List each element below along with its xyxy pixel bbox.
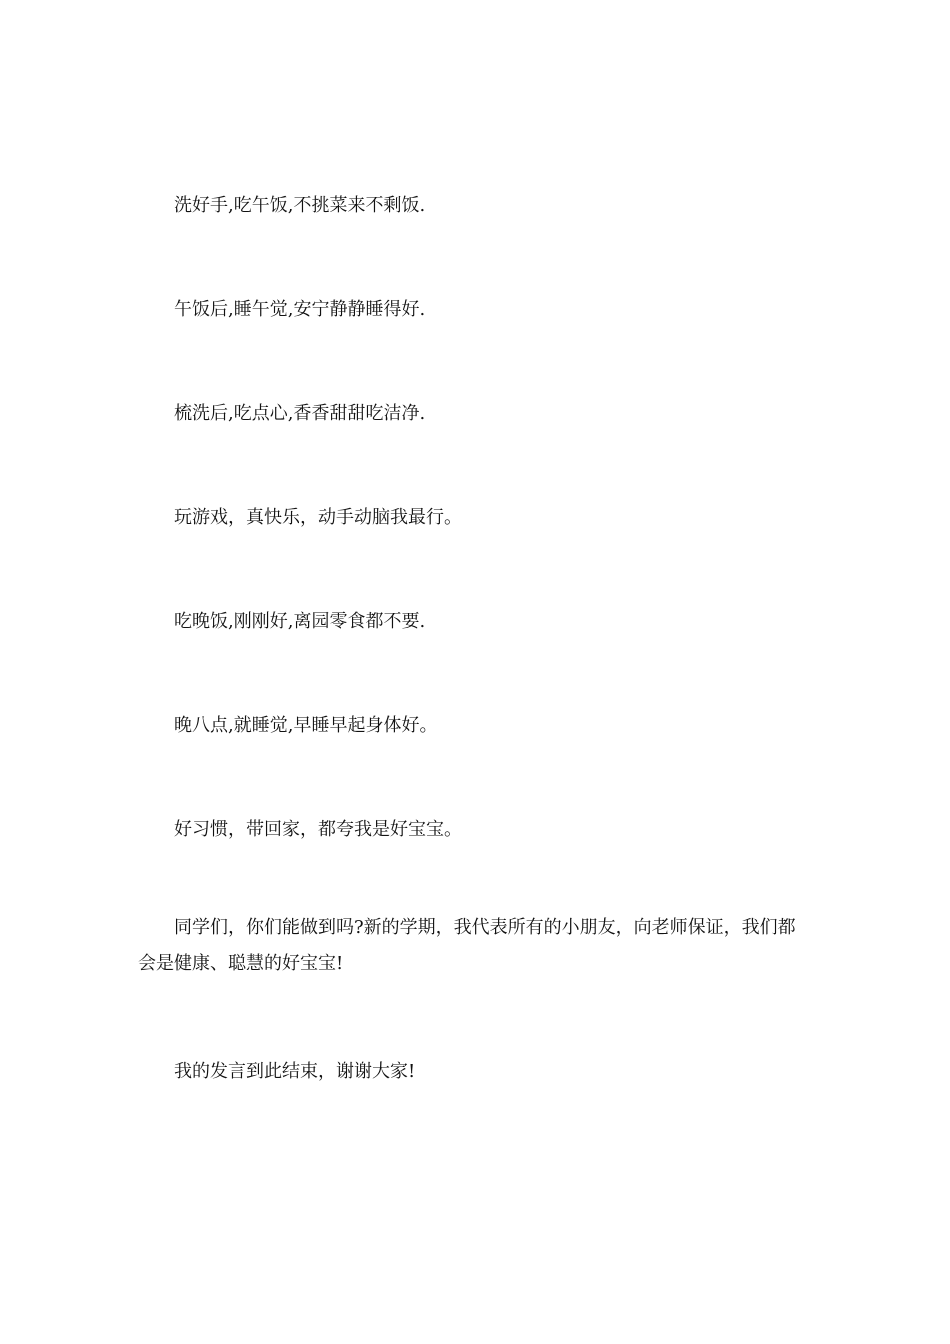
- paragraph-nap: 午饭后,睡午觉,安宁静静睡得好.: [174, 299, 426, 320]
- paragraph-bedtime: 晚八点,就睡觉,早睡早起身体好。: [174, 715, 438, 736]
- paragraph-closing: 我的发言到此结束，谢谢大家!: [174, 1061, 416, 1082]
- paragraph-good-habits: 好习惯，带回家，都夸我是好宝宝。: [174, 819, 462, 840]
- paragraph-pledge: 同学们，你们能做到吗?新的学期，我代表所有的小朋友，向老师保证，我们都会是健康、聪慧的好宝宝!: [138, 917, 796, 974]
- paragraph-games: 玩游戏，真快乐，动手动脑我最行。: [174, 507, 462, 528]
- paragraph-snack: 梳洗后,吃点心,香香甜甜吃洁净.: [174, 403, 426, 424]
- paragraph-lunch: 洗好手,吃午饭,不挑菜来不剩饭.: [174, 195, 426, 216]
- paragraph-dinner: 吃晚饭,刚刚好,离园零食都不要.: [174, 611, 426, 632]
